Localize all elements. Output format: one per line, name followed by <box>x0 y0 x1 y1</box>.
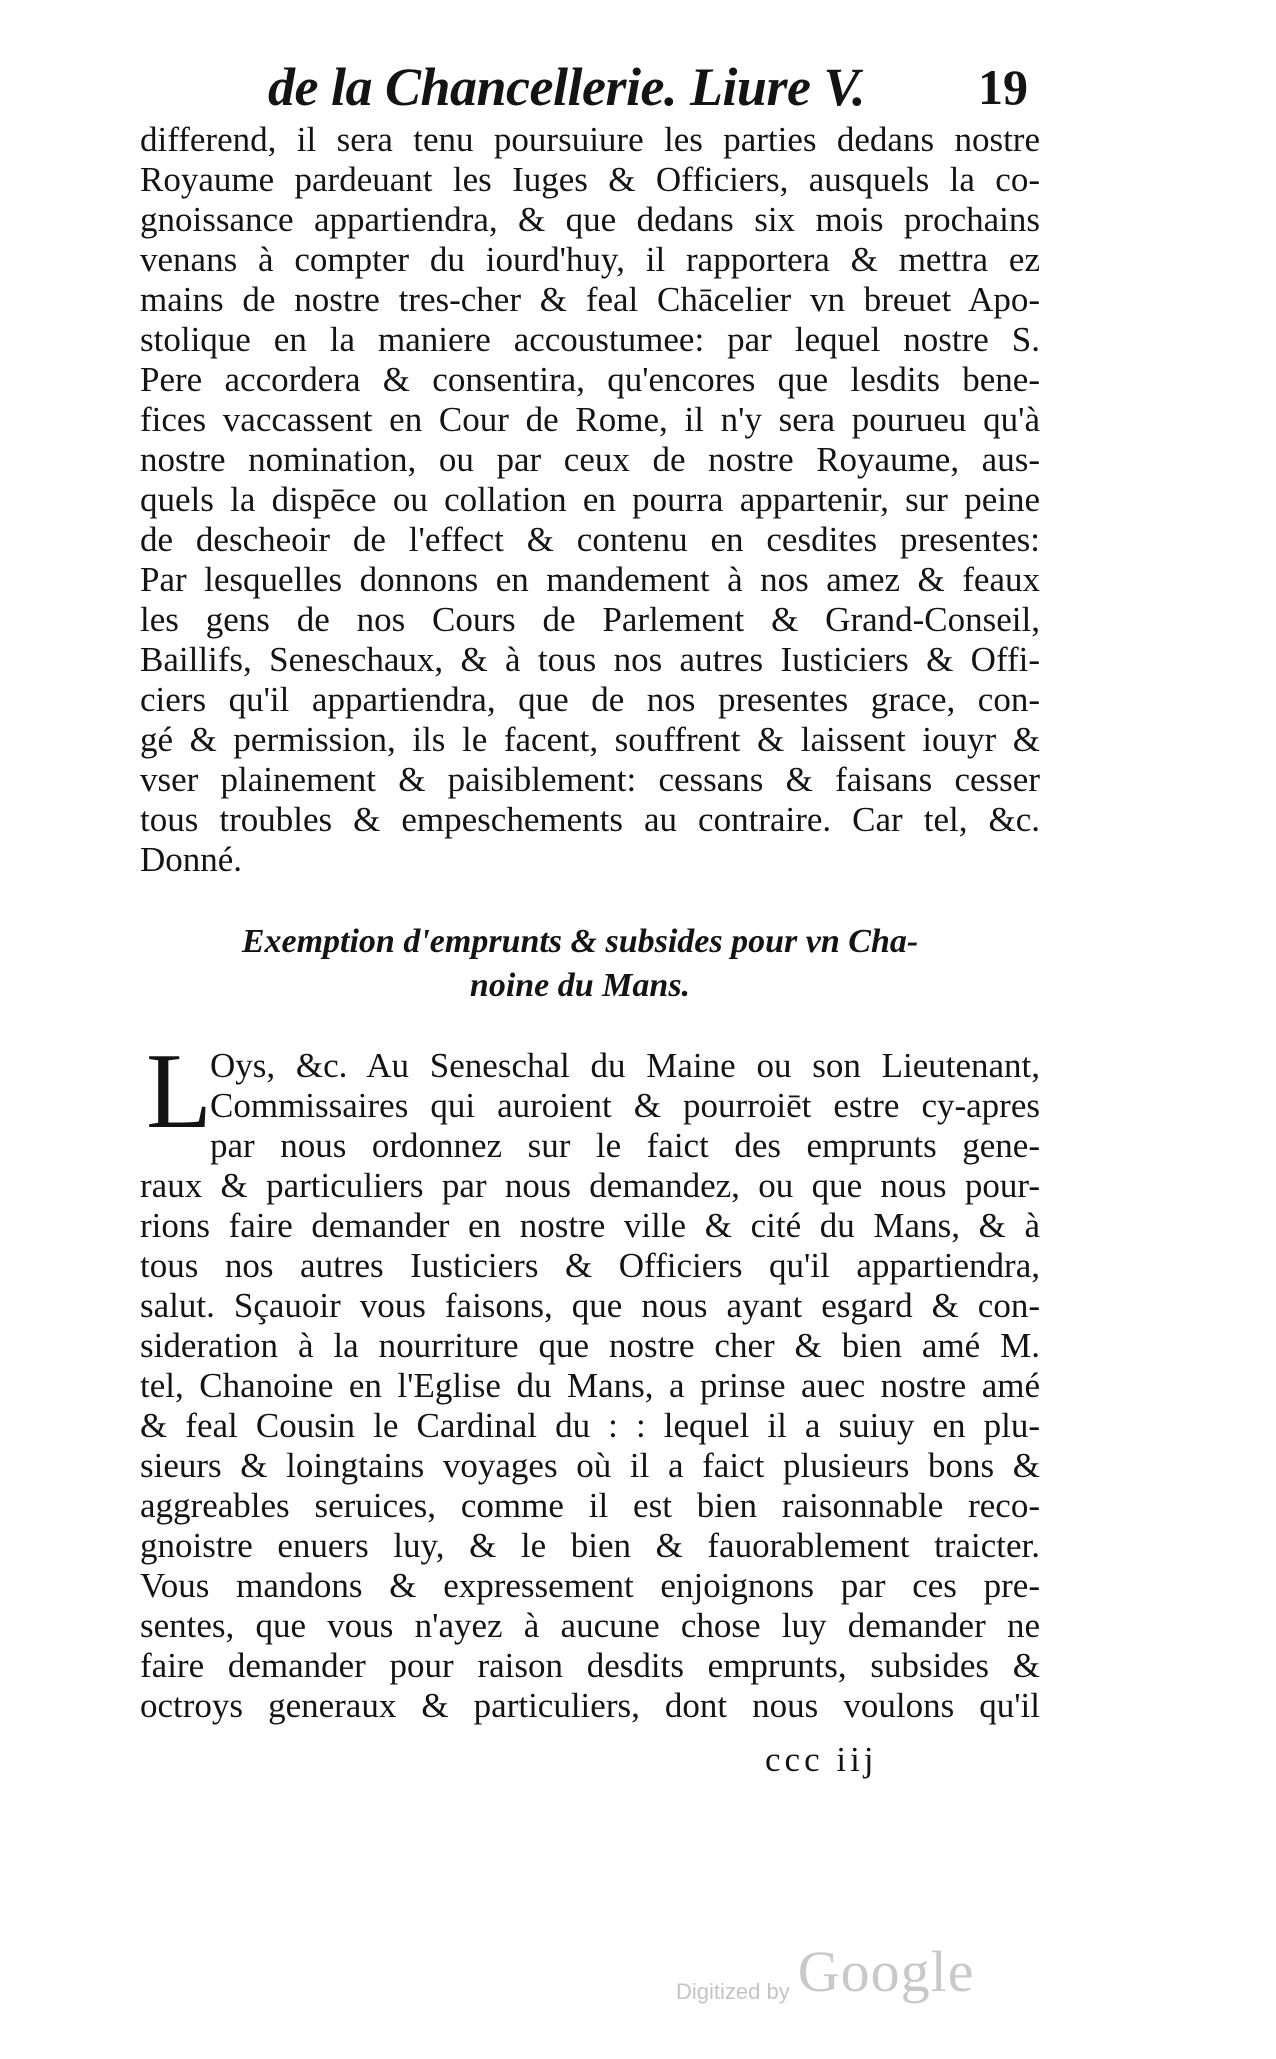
heading-line: noine du Mans. <box>469 967 691 1004</box>
text-line: fices vaccassent en Cour de Rome, il n'y sera pourueu qu'à <box>140 400 1040 439</box>
text-line: gnoistre enuers luy, & le bien & fauorablement traicter. <box>140 1526 1040 1565</box>
text-line: ciers qu'il appartiendra, que de nos presentes grace, con- <box>140 680 1040 719</box>
text-line: Pere accordera & consentira, qu'encores que lesdits bene- <box>140 360 1040 399</box>
digitized-watermark <box>676 1938 975 2004</box>
text-line: tel, Chanoine en l'Eglise du Mans, a prinse auec nostre amé <box>140 1366 1040 1405</box>
text-line: sideration à la nourriture que nostre cher & bien amé M. <box>140 1326 1040 1365</box>
text-line: salut. Sçauoir vous faisons, que nous ayant esgard & con- <box>140 1286 1040 1325</box>
text-line: quels la dispēce ou collation en pourra appartenir, sur peine <box>140 480 1040 519</box>
section-heading <box>180 920 980 1008</box>
paragraph-letter <box>140 1046 1040 1726</box>
text-line: vser plainement & paisiblement: cessans & faisans cesser <box>140 760 1040 799</box>
text-line: octroys generaux & particuliers, dont nous voulons qu'il <box>140 1686 1040 1725</box>
watermark-google-logo: Google <box>797 1939 975 2004</box>
text-line: sentes, que vous n'ayez à aucune chose luy demander ne <box>140 1606 1040 1645</box>
paragraph-continuation <box>140 120 1040 880</box>
text-line: Donné. <box>140 840 243 879</box>
text-line: nostre nomination, ou par ceux de nostre Royaume, aus- <box>140 440 1040 479</box>
text-line: Commissaires qui auroient & pourroiēt estre cy-apres <box>210 1086 1040 1125</box>
text-line: Baillifs, Seneschaux, & à tous nos autres Iusticiers & Offi- <box>140 640 1040 679</box>
text-line: & feal Cousin le Cardinal du : : lequel il a suiuy en plu- <box>140 1406 1040 1445</box>
text-line: differend, il sera tenu poursuiure les parties dedans nostre <box>140 120 1040 159</box>
text-line: Par lesquelles donnons en mandement à nos amez & feaux <box>140 560 1040 599</box>
text-line: aggreables seruices, comme il est bien raisonnable reco- <box>140 1486 1040 1525</box>
text-line: gnoissance appartiendra, & que dedans six mois prochains <box>140 200 1040 239</box>
text-line: rions faire demander en nostre ville & cité du Mans, & à <box>140 1206 1040 1245</box>
watermark-digitized-by: Digitized by <box>676 1979 790 2004</box>
signature-mark: ccc iij <box>765 1740 878 1779</box>
text-line: les gens de nos Cours de Parlement & Grand-Conseil, <box>140 600 1040 639</box>
text-line: Oys, &c. Au Seneschal du Maine ou son Lieutenant, <box>210 1046 1040 1085</box>
drop-cap: L <box>146 1032 212 1151</box>
text-line: raux & particuliers par nous demandez, ou que nous pour- <box>140 1166 1040 1205</box>
text-line: stolique en la maniere accoustumee: par lequel nostre S. <box>140 320 1040 359</box>
text-line: tous nos autres Iusticiers & Officiers qu'il appartiendra, <box>140 1246 1040 1285</box>
text-line: de descheoir de l'effect & contenu en cesdites presentes: <box>140 520 1040 559</box>
heading-line: Exemption d'emprunts & subsides pour vn Cha- <box>241 923 919 960</box>
text-line: sieurs & loingtains voyages où il a faict plusieurs bons & <box>140 1446 1040 1485</box>
running-title: de la Chancellerie. Liure V. <box>268 57 866 117</box>
text-line: venans à compter du iourd'huy, il rapportera & mettra ez <box>140 240 1040 279</box>
running-header <box>268 52 1028 122</box>
text-line: tous troubles & empeschements au contraire. Car tel, &c. <box>140 800 1040 839</box>
text-line: par nous ordonnez sur le faict des emprunts gene- <box>210 1126 1040 1165</box>
text-line: gé & permission, ils le facent, souffrent & laissent iouyr & <box>140 720 1040 759</box>
text-line: Vous mandons & expressement enjoignons par ces pre- <box>140 1566 1040 1605</box>
text-line: mains de nostre tres-cher & feal Chācelier vn breuet Apo- <box>140 280 1040 319</box>
page-number: 19 <box>978 59 1028 115</box>
text-line: Royaume pardeuant les Iuges & Officiers, ausquels la co- <box>140 160 1040 199</box>
text-line: faire demander pour raison desdits emprunts, subsides & <box>140 1646 1040 1685</box>
